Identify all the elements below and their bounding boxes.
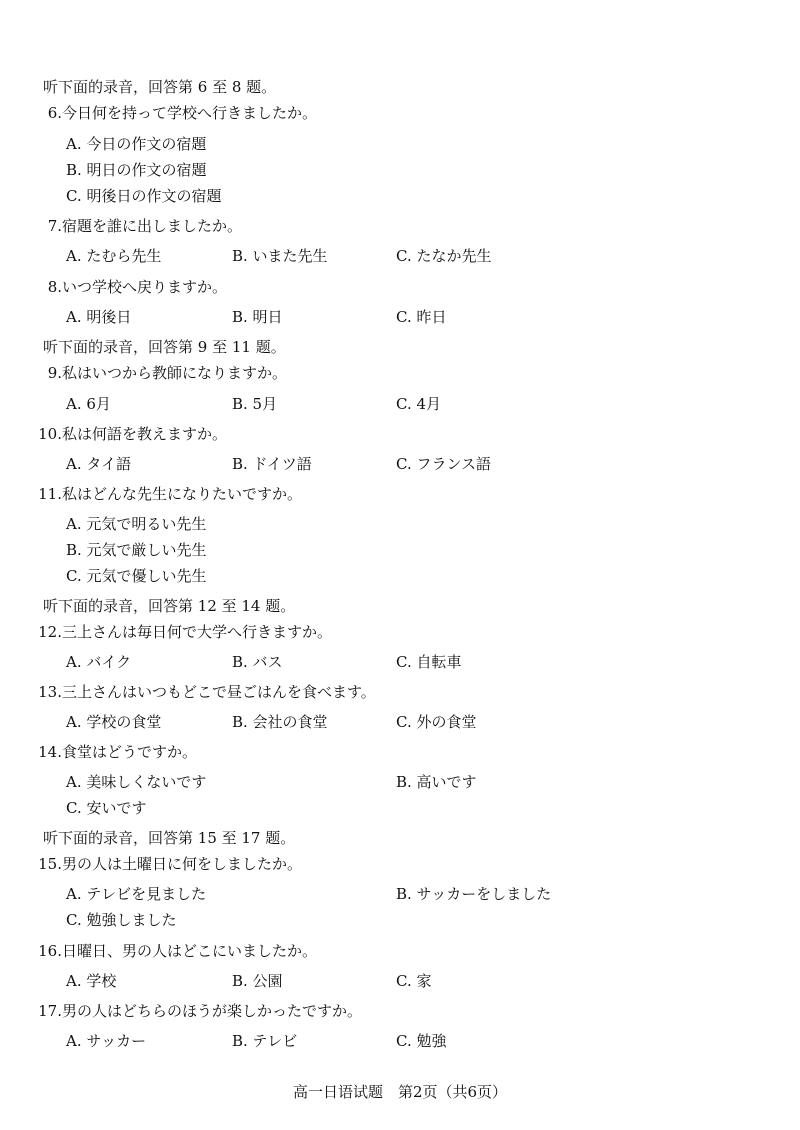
question-10 [0,423,227,444]
question-text: 食堂はどうですか。 [62,743,198,761]
question-text: 私はどんな先生になりたいですか。 [62,485,303,503]
option-c: C. 元気で優しい先生 [66,567,207,585]
option-c: C. 勉強しました [66,911,177,929]
option-c: C. 外の食堂 [396,713,477,731]
option-c: C. 家 [396,972,432,990]
option-b: B. いまた先生 [232,247,328,265]
question-text: 三上さんは毎日何で大学へ行きますか。 [62,623,333,641]
option-a: A. 美味しくないです [66,773,207,791]
option-c: C. 明後日の作文の宿題 [66,187,222,205]
option-b: B. 元気で厳しい先生 [66,541,207,559]
section-instruction: 听下面的录音，回答第 15 至 17 题。 [43,829,296,847]
option-c: C. 勉強 [396,1032,447,1050]
question-number: 11. [38,485,62,503]
question-13 [0,681,376,702]
option-b: B. バス [232,653,283,671]
option-b: B. ドイツ語 [232,455,312,473]
question-9 [0,362,287,383]
option-b: B. サッカーをしました [396,885,552,903]
question-number: 6. [47,104,62,122]
question-text: 今日何を持って学校へ行きましたか。 [62,104,318,122]
option-a: A. サッカー [66,1032,147,1050]
question-number: 12. [38,623,62,641]
option-b: B. 公園 [232,972,283,990]
option-c: C. 安いです [66,799,147,817]
option-a: A. 学校の食堂 [66,713,162,731]
question-text: 日曜日、男の人はどこにいましたか。 [62,942,318,960]
question-text: 男の人はどちらのほうが楽しかったですか。 [62,1002,363,1020]
question-number: 7. [47,217,62,235]
section-instruction: 听下面的录音，回答第 9 至 11 题。 [43,338,286,356]
question-number: 8. [47,278,62,296]
option-b: B. 会社の食堂 [232,713,328,731]
question-11 [0,483,302,504]
question-6 [0,102,317,123]
question-number: 16. [38,942,62,960]
question-number: 13. [38,683,62,701]
option-b: B. 明日の作文の宿題 [66,161,207,179]
question-number: 9. [47,364,62,382]
question-text: 私は何語を教えますか。 [62,425,228,443]
option-c: C. たなか先生 [396,247,492,265]
option-a: A. 今日の作文の宿題 [66,135,207,153]
question-7 [0,215,242,236]
option-b: B. 5月 [232,395,278,413]
option-a: A. 学校 [66,972,117,990]
option-a: A. バイク [66,653,132,671]
section-instruction: 听下面的录音，回答第 6 至 8 题。 [43,78,277,96]
question-number: 14. [38,743,62,761]
question-8 [0,276,227,297]
option-a: A. 元気で明るい先生 [66,515,207,533]
page-footer: 高一日语试题 第2页（共6页） [292,1083,508,1101]
question-16 [0,940,317,961]
question-17 [0,1000,362,1021]
option-c: C. 昨日 [396,308,447,326]
question-15 [0,853,302,874]
question-number: 15. [38,855,62,873]
question-text: いつ学校へ戻りますか。 [62,278,228,296]
question-number: 10. [38,425,62,443]
option-c: C. 4月 [396,395,442,413]
question-12 [0,621,332,642]
section-instruction: 听下面的录音，回答第 12 至 14 题。 [43,597,296,615]
option-b: B. 高いです [396,773,477,791]
option-a: A. 6月 [66,395,111,413]
question-14 [0,741,197,762]
option-c: C. フランス語 [396,455,492,473]
option-b: B. テレビ [232,1032,298,1050]
option-a: A. 明後日 [66,308,132,326]
option-a: A. たむら先生 [66,247,162,265]
option-a: A. テレビを見ました [66,885,207,903]
option-b: B. 明日 [232,308,283,326]
question-text: 男の人は土曜日に何をしましたか。 [62,855,303,873]
question-text: 三上さんはいつもどこで昼ごはんを食べます。 [62,683,376,701]
question-number: 17. [38,1002,62,1020]
question-text: 宿題を誰に出しましたか。 [62,217,243,235]
option-a: A. タイ語 [66,455,132,473]
option-c: C. 自転車 [396,653,462,671]
question-text: 私はいつから教師になりますか。 [62,364,288,382]
